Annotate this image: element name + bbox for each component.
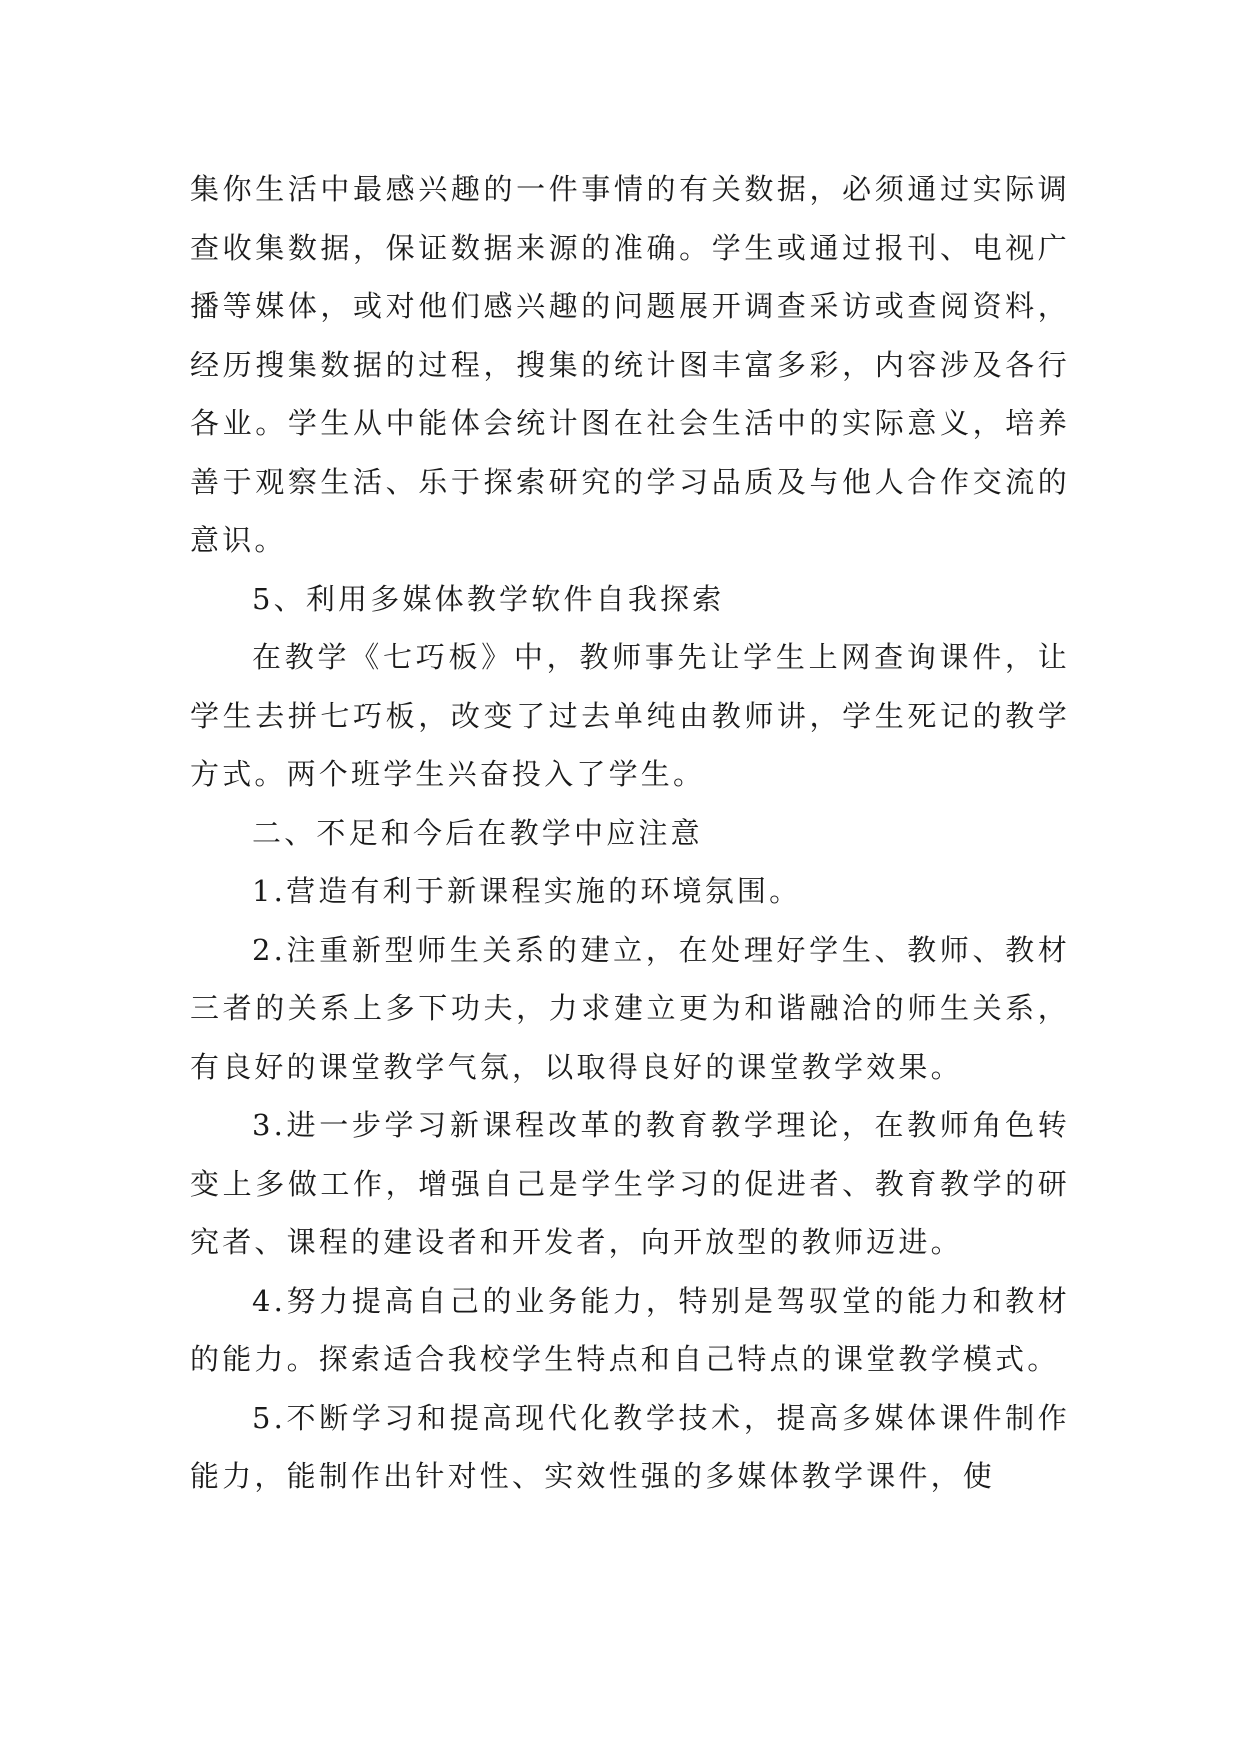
heading-shortcomings: 二、不足和今后在教学中应注意 <box>252 815 703 850</box>
list-item-2: 2.注重新型师生关系的建立，在处理好学生、教师、教材三者的关系上多下功夫，力求建立更为和谐融洽的师生关系，有良好的课堂教学气氛，以取得良好的课堂教学效果。 <box>190 932 1070 1084</box>
heading-multimedia-exploration: 5、利用多媒体教学软件自我探索 <box>252 581 725 616</box>
body-text <box>190 160 1070 1506</box>
list-item-3: 3.进一步学习新课程改革的教育教学理论，在教师角色转变上多做工作，增强自己是学生学习的促进者、教育教学的研究者、课程的建设者和开发者，向开放型的教师迈进。 <box>190 1108 1070 1259</box>
list-item-5: 5.不断学习和提高现代化教学技术，提高多媒体课件制作能力，能制作出针对性、实效性强的多媒体教学课件，使 <box>190 1400 1070 1493</box>
list-item-4: 4.努力提高自己的业务能力，特别是驾驭堂的能力和教材的能力。探索适合我校学生特点和自己特点的课堂教学模式。 <box>190 1283 1070 1376</box>
list-item-1: 1.营造有利于新课程实施的环境氛围。 <box>252 874 802 908</box>
paragraph-tangram: 在教学《七巧板》中，教师事先让学生上网查询课件，让学生去拼七巧板，改变了过去单纯由教师讲，学生死记的教学方式。两个班学生兴奋投入了学生。 <box>190 640 1070 791</box>
paragraph-data-collection: 集你生活中最感兴趣的一件事情的有关数据，必须通过实际调查收集数据，保证数据来源的准确。学生或通过报刊、电视广播等媒体，或对他们感兴趣的问题展开调查采访或查阅资料，经历搜集数据的过程，搜集的统计图丰富多彩，内容涉及各行各业。学生从中能体会统计图在社会生活中的实际意义，培养善于观察生活、乐于探索研究的学习品质及与他人合作交流的意识。 <box>190 172 1070 557</box>
